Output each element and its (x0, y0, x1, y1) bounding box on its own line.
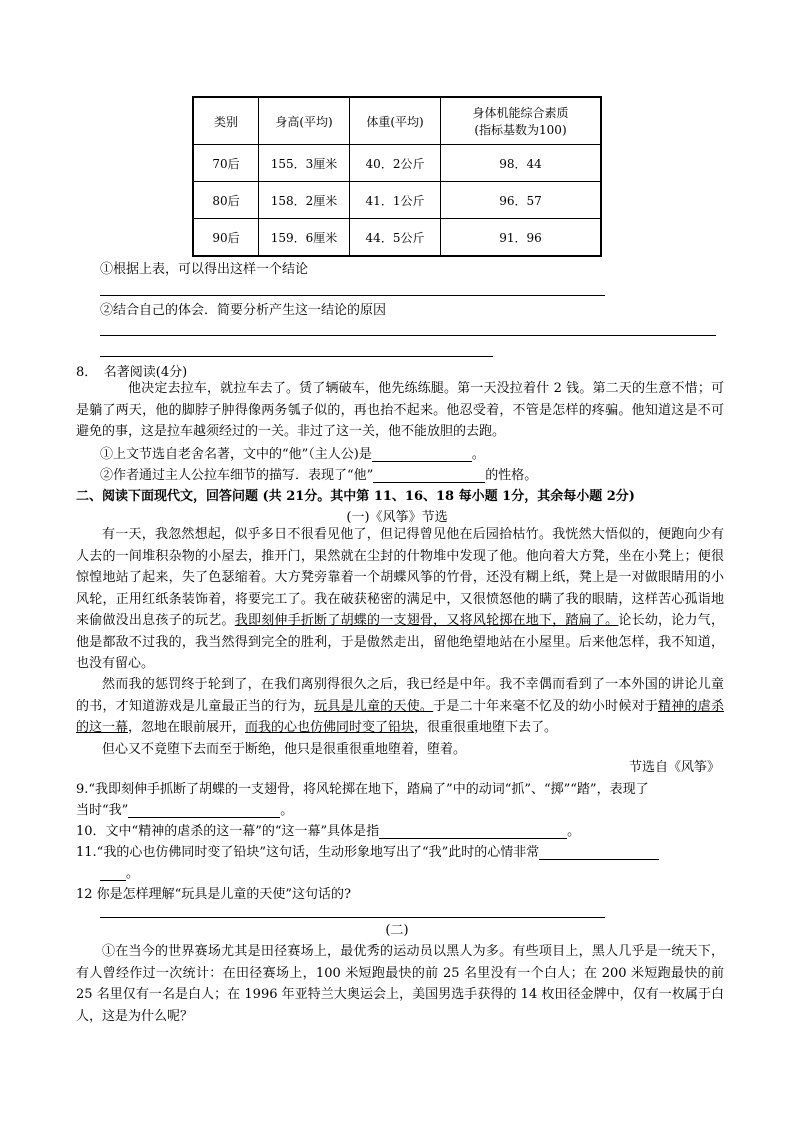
table-cell: 80后 (193, 182, 259, 219)
para-1-underlined: 我即刻伸手折断了胡蝶的一支翅骨，又将风轮掷在地下，踏扁了。 (234, 613, 619, 628)
para-2-underlined-2: 精神的虐杀的这一幕 (76, 698, 724, 735)
table-row (193, 145, 601, 182)
q7-sub1: ①根据上表，可以得出这样一个结论 (100, 262, 309, 277)
q12: 12 你是怎样理解“玩具是儿童的天使”这句话的? (76, 887, 351, 902)
answer-blank[interactable] (128, 803, 280, 818)
q8-sub2 (100, 464, 537, 483)
table-cell: 70后 (193, 145, 259, 182)
header-fitness-line2: (指标基数为100) (474, 123, 567, 137)
q11 (76, 841, 659, 860)
q11-end: 。 (126, 866, 140, 881)
q9-line1: 9.“我即刻伸手抓断了胡蝶的一支翅骨，将风轮掷在地下，踏扁了”中的动词“抓”、“掷”“踏”，表现了 (76, 782, 649, 797)
para-2a: 然而我的惩罚终于轮到了，在我们离别得很久之后，我已经是中年。我不幸偶而看到了一本外国的讲论儿童的书，才知道游戏是儿童最正当的行为， (76, 677, 724, 714)
q8-passage: 他决定去拉车，就拉车去了。赁了辆破车，他先练练腿。第一天没拉着什 2 钱。第二天的生意不惜；可是躺了两天，他的脚脖子肿得像两务瓠子似的，再也抬不起来。他忍受着，不管是怎样的疼骗。他知道这是不可避免的事，这是拉车越须经过的一关。非过了这一关，他不能放胆的去跑。 (76, 381, 724, 439)
header-fitness-line1: 身体机能综合素质 (472, 106, 569, 120)
table-row (193, 219, 601, 257)
q8-sub1-end: 。 (471, 447, 485, 462)
table-cell: 155．3厘米 (259, 145, 350, 182)
q11-text: 11.“我的心也仿佛同时变了铅块”这句话，生动形象地写出了“我”此时的心情非常 (76, 845, 540, 860)
header-height: 身高(平均) (259, 97, 350, 145)
para-2-underlined-1: 玩具是儿童的天使。 (314, 698, 434, 714)
answer-blank[interactable] (373, 468, 485, 483)
para-1a: 有一天，我忽然想起，似乎多日不很看见他了，但记得曾见他在后园拾枯竹。我恍然大悟似的，便跑向少有人去的一间堆积杂物的小屋去，推开门，果然就在尘封的什物堆中发现了他。他向着大方凳，坐在小凳上；便很惊惶地站了起来，失了色瑟缩着。大方凳旁靠着一个胡蝶风筝的竹骨，还没有糊上纸，凳上是一对做眼睛用的小风轮，正用红纸条装饰着，将要完工了。我在破获秘密的满足中，又很愤怒他的瞒了我的眼睛，这样苦心孤诣地来偷做没出息孩子的玩艺。 (76, 527, 724, 628)
answer-blank[interactable] (379, 824, 567, 839)
table-cell: 159．6厘米 (259, 219, 350, 257)
answer-blank[interactable] (539, 845, 659, 860)
table-cell: 91．96 (441, 219, 602, 257)
q10-end: 。 (567, 824, 581, 839)
answer-line[interactable] (100, 335, 716, 336)
q9-end: 。 (280, 803, 294, 818)
para-1b: 论长幼，论力气，他是都敌不过我的，我当然得到完全的胜利，于是傲然走出，留他绝望地站在小屋里。后来他怎样，我不知道，也没有留心。 (76, 613, 724, 671)
header-category: 类别 (193, 97, 259, 145)
q9-text: 当时“我” (76, 803, 129, 818)
part2-title: (二) (385, 923, 409, 938)
table-cell: 40．2公斤 (350, 145, 441, 182)
answer-blank[interactable] (100, 866, 126, 881)
para-2b: 于是二十年来毫不忆及的幼小时候对于 (433, 698, 659, 714)
answer-line[interactable] (100, 917, 605, 918)
answer-line[interactable] (100, 295, 605, 296)
q8-sub1 (100, 443, 485, 462)
answer-blank[interactable] (372, 447, 472, 462)
para-1 (76, 524, 724, 675)
table-cell: 90后 (193, 219, 259, 257)
para-3: 但心又不竟堕下去而至于断绝，他只是很重很重地堕着，堕着。 (102, 742, 467, 757)
q8-sub1-text: ①上文节选自老舍名著，文中的“他”（主人公)是 (100, 447, 372, 462)
stats-table (192, 96, 602, 257)
para-2d: ，很重很重地堕下去了。 (414, 720, 558, 735)
table-cell: 158．2厘米 (259, 182, 350, 219)
q7-sub2: ②结合自己的体会．简要分析产生这一结论的原因 (100, 303, 387, 318)
q8-sub2-text: ②作者通过主人公拉车细节的描写．表现了“他” (100, 468, 374, 483)
q10 (76, 820, 580, 839)
para-2-underlined-3: 而我的心也仿佛同时变了铅块 (245, 720, 415, 735)
table-header-row (193, 97, 601, 145)
section2-heading: 二、阅读下面现代文，回答问题 (共 21分。其中第 11、16、18 每小题 1分，其余每小题 2分) (76, 489, 635, 504)
q11-cont (100, 862, 139, 881)
q8-sub2-end: 的性格。 (485, 468, 538, 483)
header-weight: 体重(平均) (350, 97, 441, 145)
source: 节选自《风筝》 (628, 760, 720, 775)
q10-text: 10．文中“精神的虐杀的这一幕”的“这一幕”具体是指 (76, 824, 380, 839)
answer-line[interactable] (100, 356, 493, 357)
table-cell: 98．44 (441, 145, 602, 182)
q8-title: 8． 名著阅读(4分) (76, 365, 188, 380)
table-cell: 41．1公斤 (350, 182, 441, 219)
header-fitness (441, 97, 602, 145)
para-4: ①在当今的世界赛场尤其是田径赛场上，最优秀的运动员以黑人为多。有些项目上，黑人几乎是一统天下，有人曾经作过一次统计：在田径赛场上，100 米短跑最快的前 25 名里没有一个白人；在 200 米短跑最快的前 25 名里仅有一名是白人；在 1996 年亚特兰大奥运会上，美国男选手获得的 14 枚田径金牌中，仅有一枚属于白人，这是为什么呢？ (76, 944, 724, 1024)
para-2c: ，忽地在眼前展开， (128, 720, 246, 735)
table-row (193, 182, 601, 219)
para-2 (76, 674, 724, 739)
q9-line2 (76, 799, 293, 818)
table-cell: 96．57 (441, 182, 602, 219)
table-cell: 44．5公斤 (350, 219, 441, 257)
part1-title: (一)《风筝》节选 (346, 510, 448, 525)
